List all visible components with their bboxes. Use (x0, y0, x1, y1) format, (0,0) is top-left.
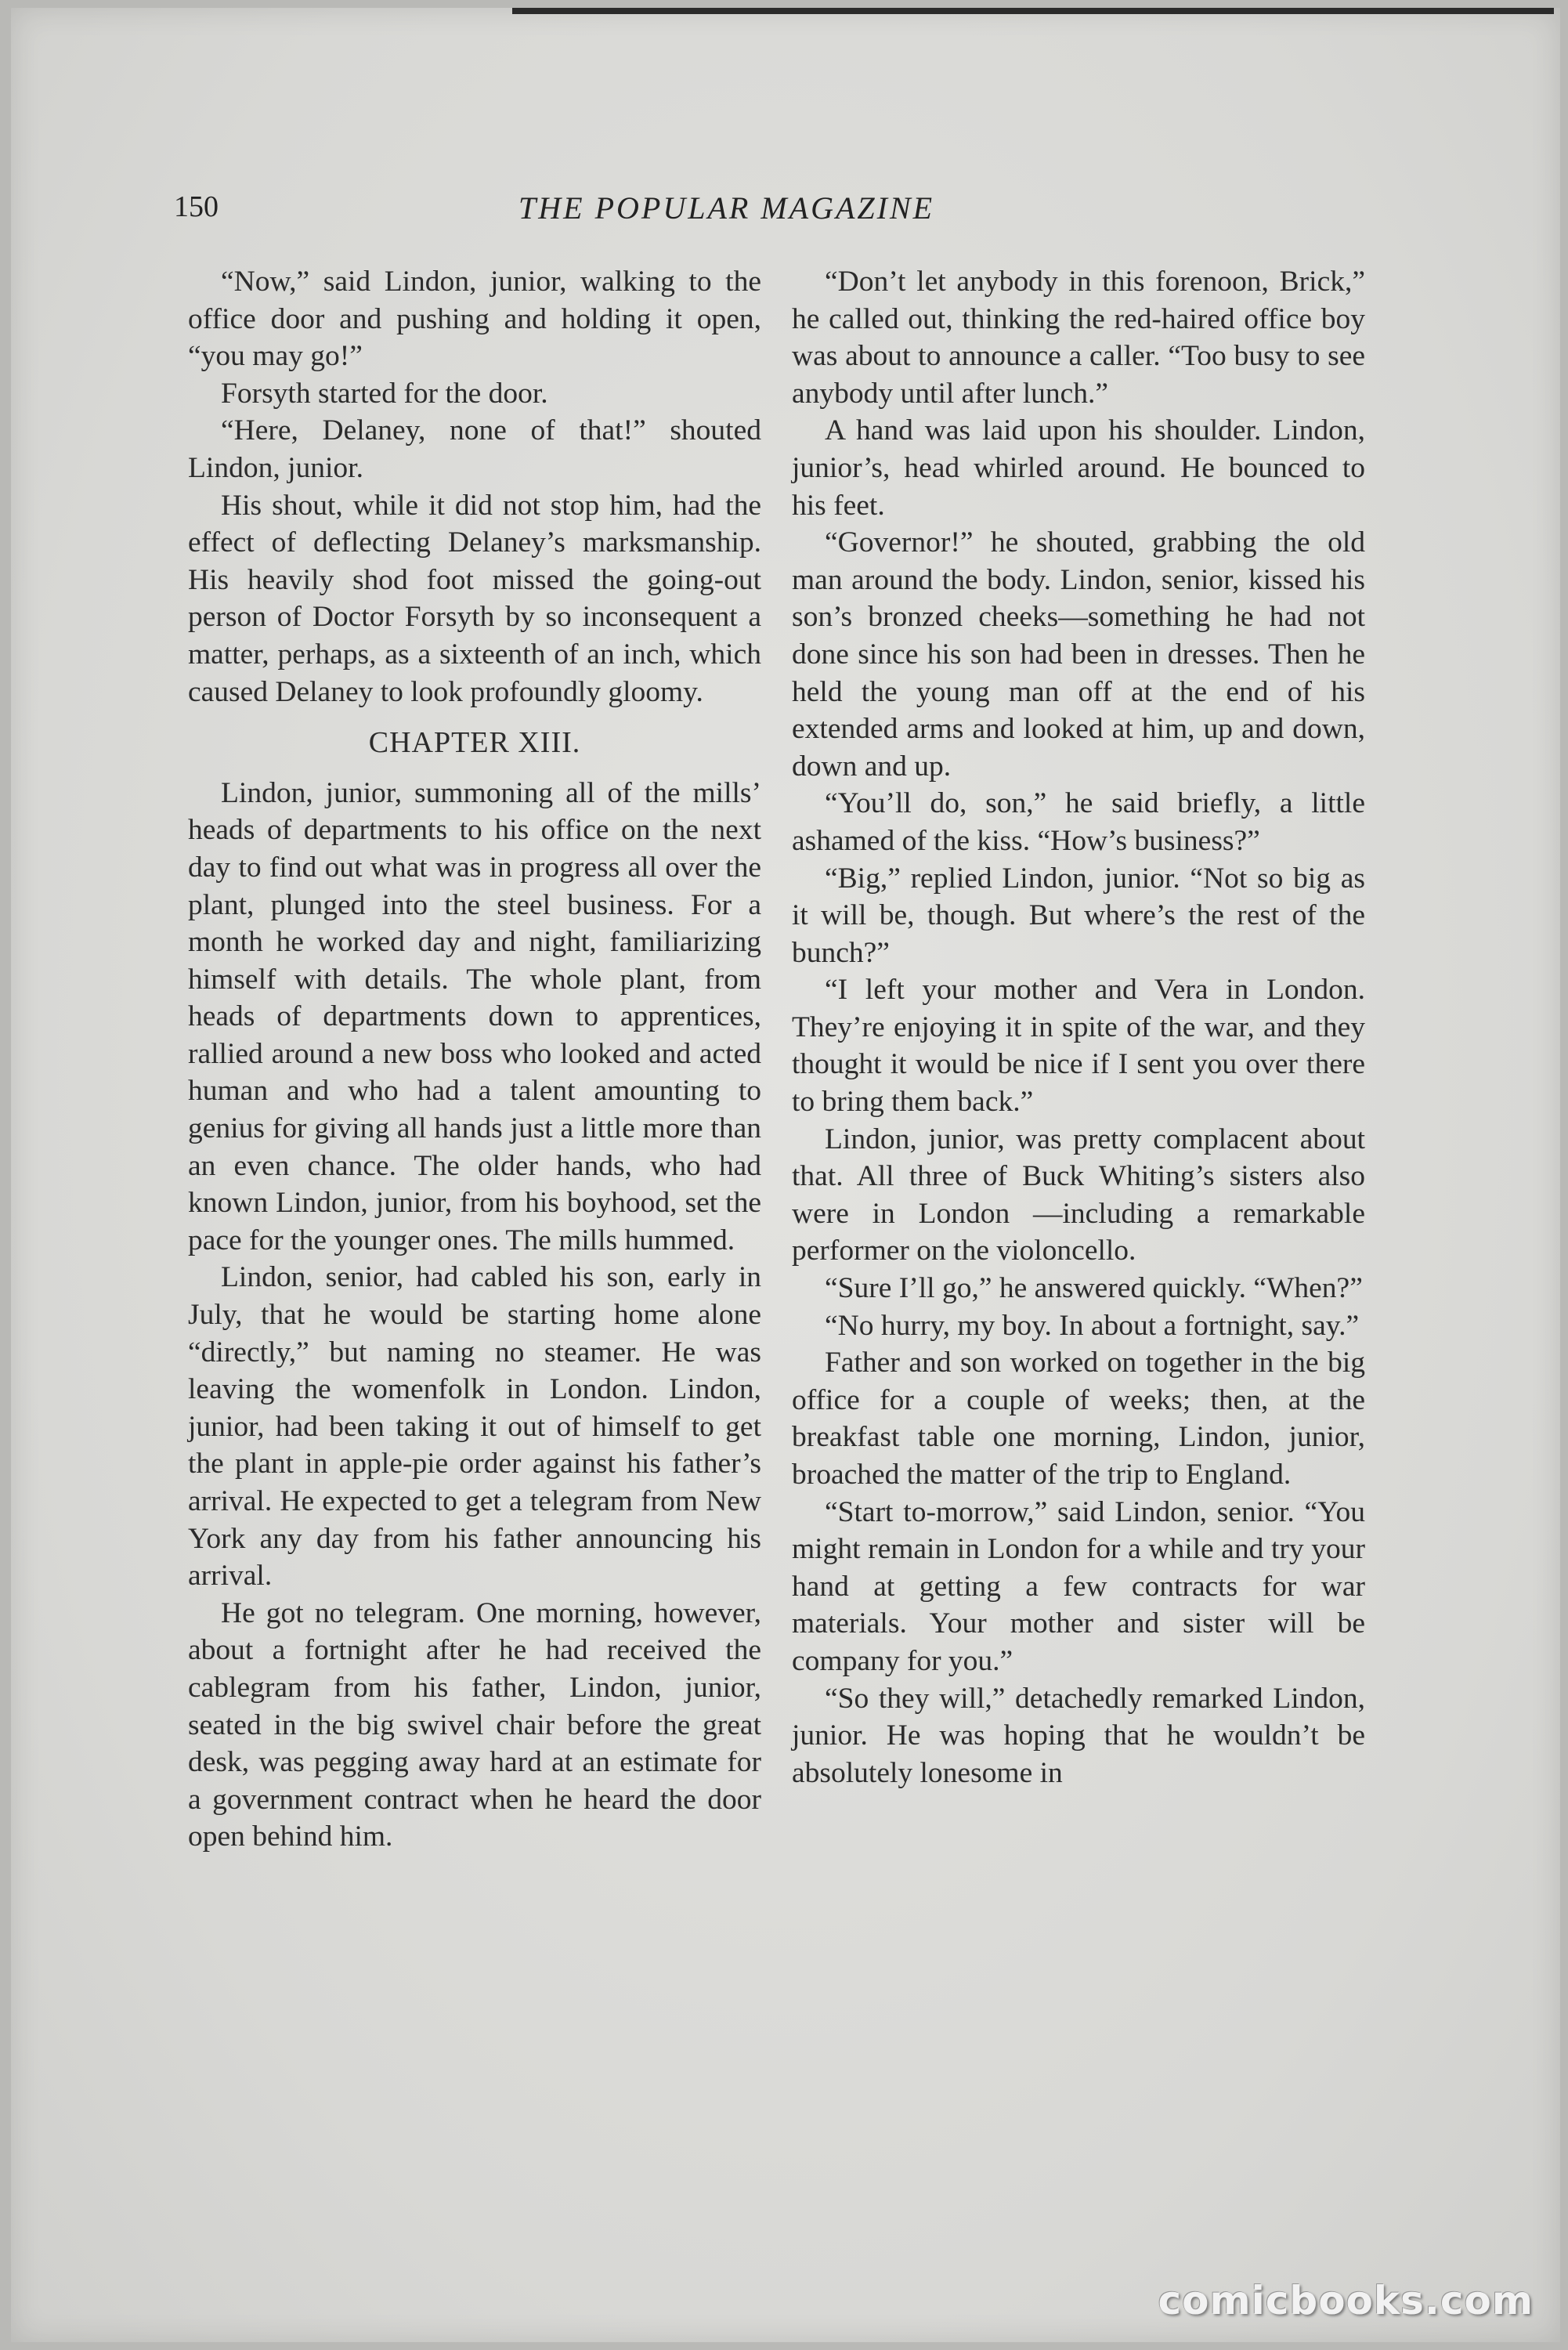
paragraph: “Start to-morrow,” said Lindon, senior. “You might remain in London for a while and try your hand at getting a few contracts for war materials. Your mother and sister will be company for you.” (792, 1495, 1365, 1677)
chapter-heading: CHAPTER XIII. (368, 726, 581, 760)
paragraph: Lindon, junior, summoning all of the mills’ heads of departments to his office on the next day to find out what was in progress all over the plant, plunged into the steel business. For a month he worked day and night, familiarizing himself with details. The whole plant, from heads of departments down to apprentices, rallied around a new boss who looked and acted human and who had a talent amounting to genius for giving all hands just a little more than an even chance. The older hands, who had known Lindon, junior, from his boyhood, set the pace for the younger ones. The mills hummed. (188, 776, 761, 1256)
paragraph: “Governor!” he shouted, grabbing the old man around the body. Lindon, senior, kissed his son’s bronzed cheeks—something he had not done since his son had been in dresses. Then he held the young man off at the end of his extended arms and looked at him, up and down, down and up. (792, 526, 1365, 783)
magazine-page (11, 8, 1560, 2342)
paragraph: “So they will,” detachedly remarked Lindon, junior. He was hoping that he wouldn’t be absolutely lonesome in (792, 1682, 1365, 1789)
paragraph: “Big,” replied Lindon, junior. “Not so big as it will be, though. But where’s the rest of the bunch?” (792, 862, 1365, 969)
paragraph: A hand was laid upon his shoulder. Lindon, junior’s, head whirled around. He bounced to his feet. (792, 414, 1365, 522)
paragraph: “Don’t let anybody in this forenoon, Brick,” he called out, thinking the red-haired office boy was about to announce a caller. “Too busy to see anybody until after lunch.” (792, 266, 1365, 410)
paragraph: “Here, Delaney, none of that!” shouted Lindon, junior. (188, 414, 761, 484)
paragraph: Lindon, senior, had cabled his son, early in July, that he would be starting home alone “directly,” but naming no steamer. He was leaving the womenfolk in London. Lindon, junior, had been taking it out of himself to get the plant in apple-pie order against his father’s arrival. He expected to get a telegram from New York any day from his father announcing his arrival. (188, 1261, 761, 1593)
paragraph: Father and son worked on together in the big office for a couple of weeks; then, at the breakfast table one morning, Lindon, junior, broached the matter of the trip to England. (792, 1347, 1365, 1491)
watermark-logo: comicbooks.com (1158, 2278, 1534, 2323)
paragraph: Lindon, junior, was pretty complacent about that. All three of Buck Whiting’s sisters also were in London —including a remarkable performer on the violoncello. (792, 1123, 1365, 1267)
running-header (174, 190, 1366, 237)
paragraph: Forsyth started for the door. (221, 377, 548, 410)
right-column (792, 263, 1365, 1791)
left-column (188, 263, 761, 1856)
magazine-title: THE POPULAR MAGAZINE (518, 190, 935, 226)
paragraph: He got no telegram. One morning, however, about a fortnight after he had received the cablegram from his father, Lindon, junior, seated in the big swivel chair before the great desk, was pegging away hard at an estimate for a government contract when he heard the door open behind him. (188, 1596, 761, 1853)
paragraph: “Now,” said Lindon, junior, walking to the office door and pushing and holding it open, “you may go!” (188, 266, 761, 373)
paragraph: “Sure I’ll go,” he answered quickly. “When?” (825, 1272, 1363, 1305)
page-number: 150 (174, 190, 219, 223)
top-edge-rule (512, 8, 1554, 14)
paragraph: His shout, while it did not stop him, had the effect of deflecting Delaney’s marksmanship. His heavily shod foot missed the going-out person of Doctor Forsyth by so inconsequent a matter, perhaps, as a sixteenth of an inch, which caused Delaney to look profoundly gloomy. (188, 489, 761, 708)
paragraph: “You’ll do, son,” he said briefly, a little ashamed of the kiss. “How’s business?” (792, 787, 1365, 857)
paragraph: “I left your mother and Vera in London. They’re enjoying it in spite of the war, and they thought it would be nice if I sent you over there to bring them back.” (792, 974, 1365, 1119)
paragraph: “No hurry, my boy. In about a fortnight, say.” (825, 1309, 1360, 1342)
